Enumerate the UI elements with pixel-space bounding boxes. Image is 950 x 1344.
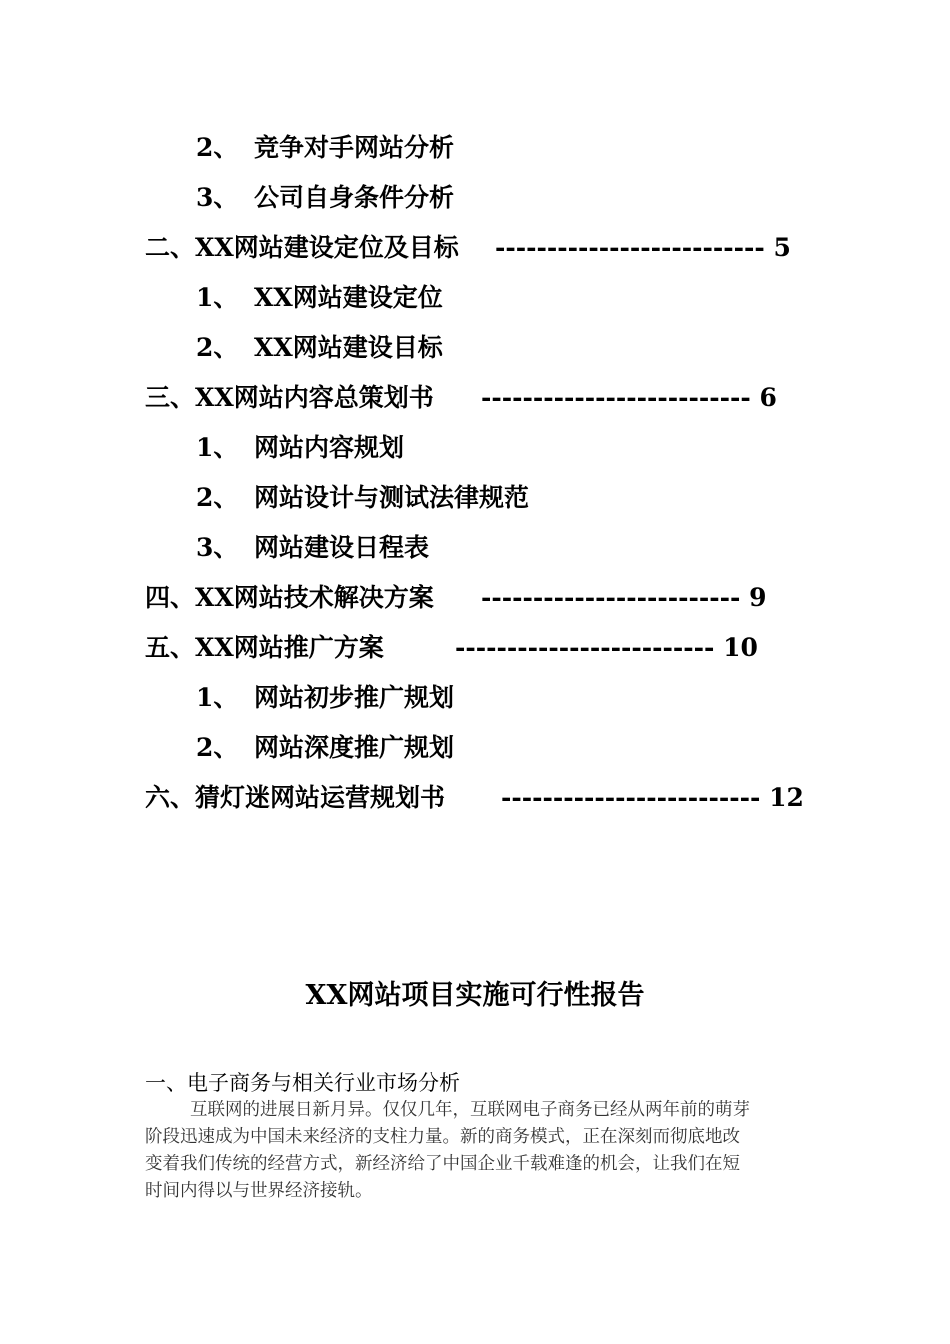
paragraph-line: 互联网的进展日新月异。仅仅几年，互联网电子商务已经从两年前的萌芽 [190,1100,750,1120]
toc-section-entry [145,783,804,813]
toc-entry [196,133,454,163]
paragraph-line: 阶段迅速成为中国未来经济的支柱力量。新的商务模式，正在深刻而彻底地改 [145,1127,740,1147]
toc-entry-number: 1、 [196,283,239,312]
toc-entry [196,733,454,763]
toc-leader-page: ------------------------- 9 [481,583,767,612]
toc-entry-text: 网站设计与测试法律规范 [254,483,530,512]
toc-entry [196,533,429,563]
toc-entry-number: 2、 [196,333,239,362]
toc-entry [196,183,454,213]
toc-entry-number: 3、 [196,183,239,212]
toc-entry-text: 网站建设日程表 [254,533,430,562]
toc-entry-number: 3、 [196,533,239,562]
toc-entry [196,433,404,463]
toc-entry-number: 1、 [196,433,239,462]
toc-entry-text: 竞争对手网站分析 [254,133,455,162]
toc-leader-page: -------------------------- 6 [481,383,777,412]
toc-entry [196,483,529,513]
toc-section-title: 六、猜灯迷网站运营规划书 [145,783,446,812]
body-paragraph [145,1097,807,1205]
paragraph-line: 变着我们传统的经营方式，新经济给了中国企业千载难逢的机会，让我们在短 [145,1154,740,1174]
toc-entry [196,683,454,713]
toc-entry-text: 网站内容规划 [254,433,405,462]
toc-leader-page: ------------------------- 12 [501,783,804,812]
toc-leader-page: ------------------------- 10 [455,633,758,662]
toc-entry-text: 网站深度推广规划 [254,733,455,762]
toc-entry-number: 2、 [196,733,239,762]
toc-section-entry [145,633,758,663]
toc-entry-text: XX网站建设定位 [254,283,443,312]
toc-section-title: 三、XX网站内容总策划书 [145,383,434,412]
section-heading: 一、电子商务与相关行业市场分析 [145,1071,460,1095]
toc-entry [196,333,443,363]
toc-entry-number: 1、 [196,683,239,712]
toc-entry-number: 2、 [196,483,239,512]
toc-section-entry [145,233,791,263]
toc-entry-text: XX网站建设目标 [254,333,443,362]
toc-entry [196,283,443,313]
toc-section-entry [145,383,777,413]
toc-entry-text: 公司自身条件分析 [254,183,455,212]
toc-leader-page: -------------------------- 5 [495,233,791,262]
paragraph-line: 时间内得以与世界经济接轨。 [145,1181,373,1201]
toc-section-title: 五、XX网站推广方案 [145,633,384,662]
toc-section-entry [145,583,767,613]
toc-entry-number: 2、 [196,133,239,162]
toc-section-title: 二、XX网站建设定位及目标 [145,233,459,262]
document-title: XX网站项目实施可行性报告 [305,980,645,1011]
toc-section-title: 四、XX网站技术解决方案 [145,583,434,612]
toc-entry-text: 网站初步推广规划 [254,683,455,712]
